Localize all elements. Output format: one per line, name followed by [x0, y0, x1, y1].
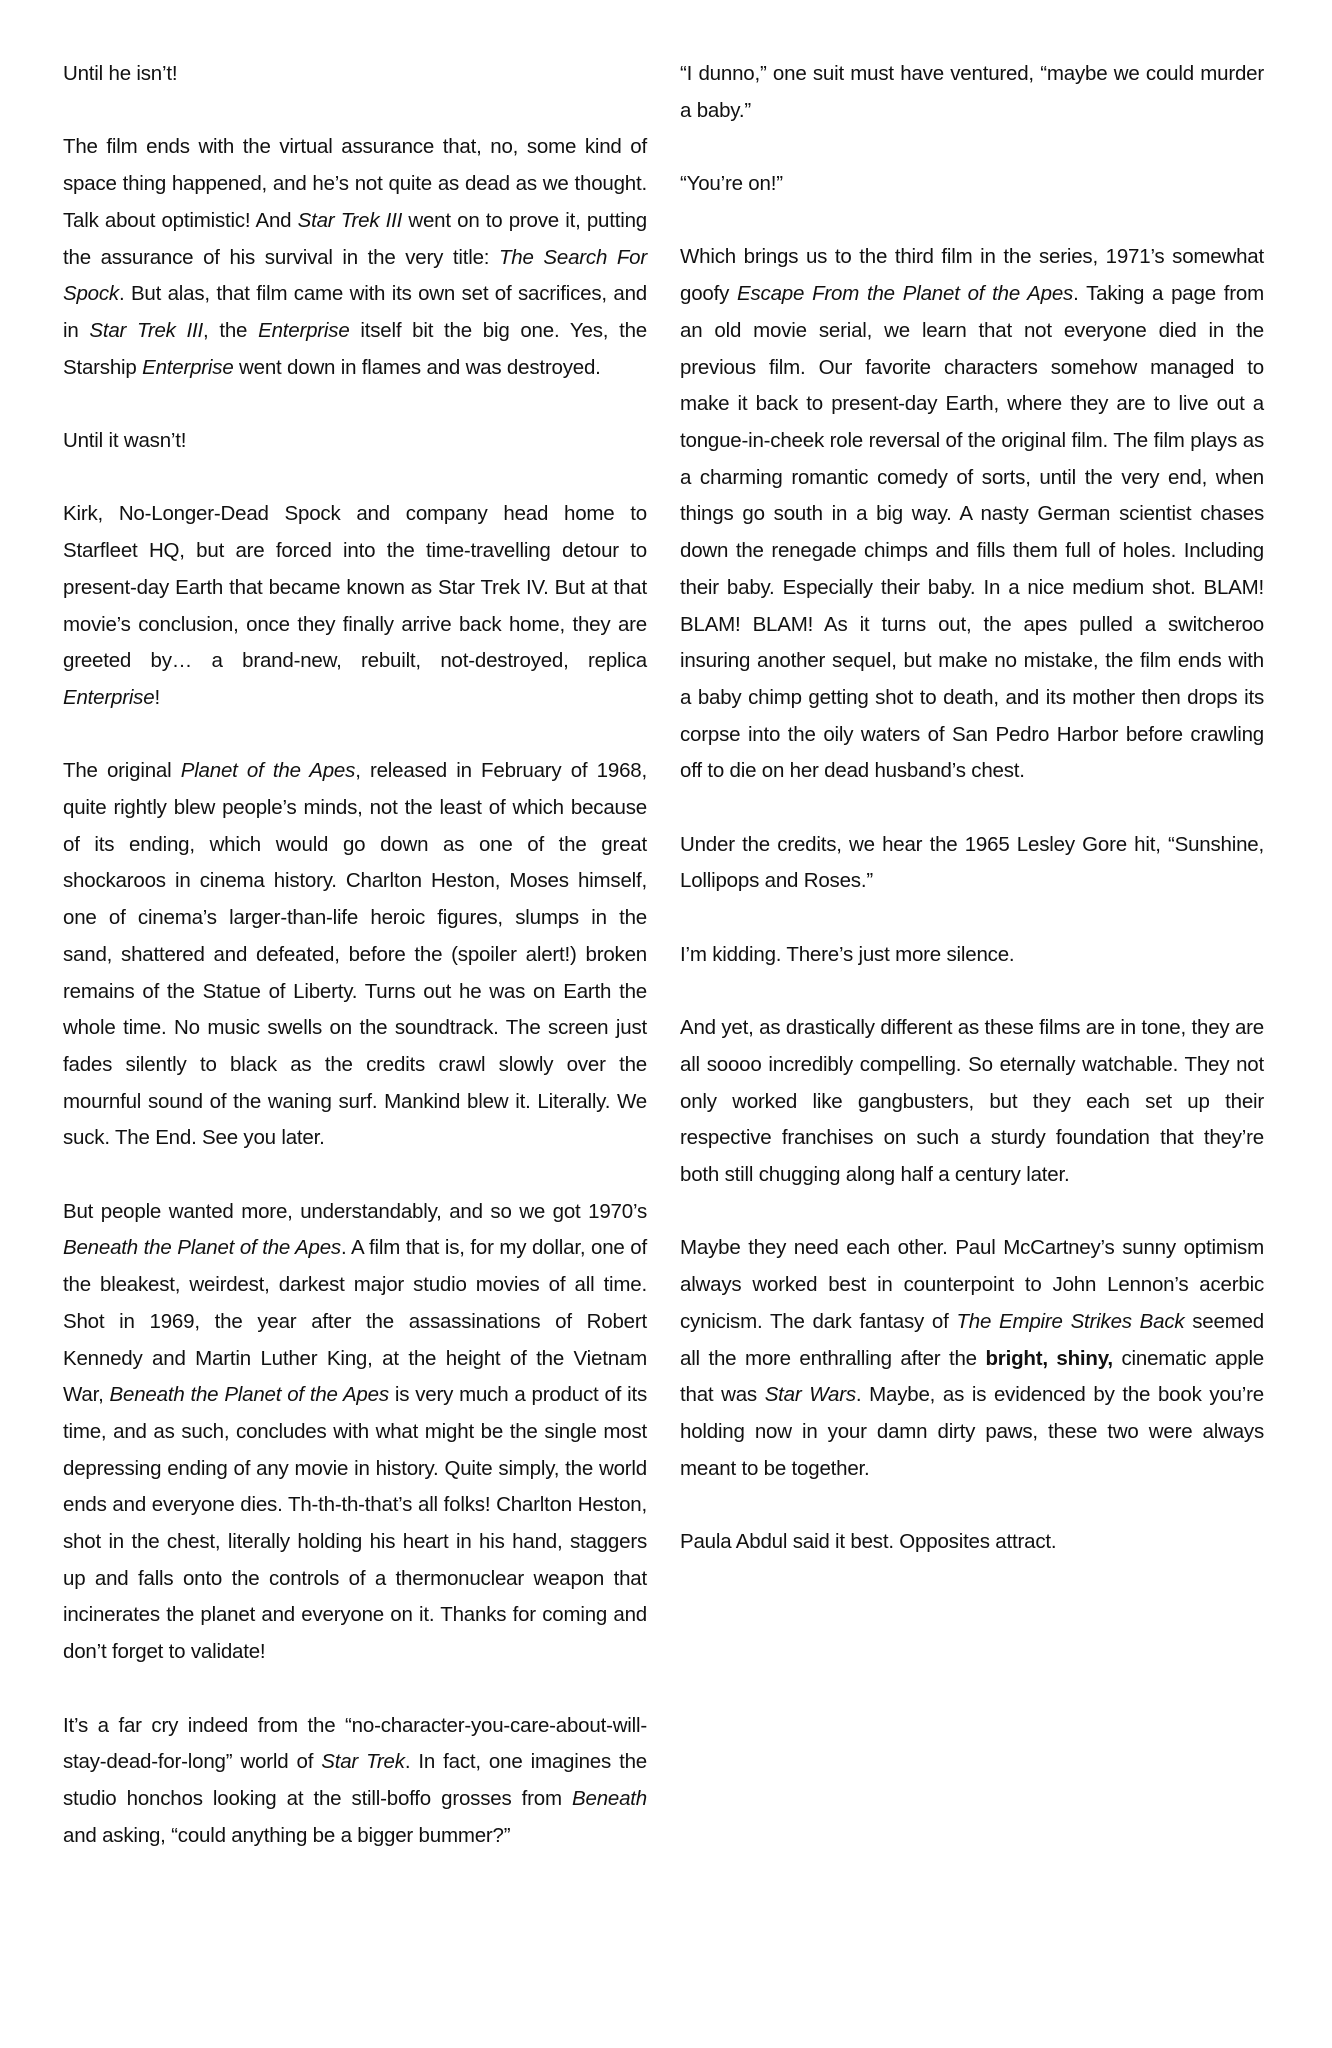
- text-run: . A film that is, for my dollar, one of the bleakest, weirdest, darkest major studio movies of all time. Shot in 1969, the year after the assassinations of Robert Kennedy and Martin Luther King, at the height of the Vietnam War,: [63, 1236, 647, 1407]
- italic-title: The Empire Strikes Back: [956, 1309, 1185, 1333]
- paragraph: [680, 937, 1264, 974]
- text-run: The original: [63, 759, 181, 783]
- italic-title: Escape From the Planet of the Apes: [737, 282, 1074, 306]
- italic-title: Star Wars: [764, 1383, 856, 1407]
- paragraph: [63, 423, 647, 460]
- italic-title: Star Trek III: [89, 318, 204, 342]
- paragraph: [63, 753, 647, 1157]
- italic-title: Beneath the Planet of the Apes: [109, 1383, 389, 1407]
- text-run: Until it wasn’t!: [63, 429, 187, 452]
- italic-title: Enterprise: [258, 318, 350, 342]
- text-run: It’s a far cry indeed from the “no-character-you-care-about-will-stay-dead-for-long” world of: [63, 1713, 647, 1774]
- italic-title: Star Trek III: [297, 208, 403, 232]
- paragraph: [680, 166, 1264, 203]
- italic-title: Enterprise: [63, 685, 155, 709]
- text-run: . In fact, one imagines the studio honchos looking at the still-boffo grosses from: [63, 1750, 647, 1810]
- text-run: cinematic apple that was: [680, 1346, 1265, 1407]
- text-run: And yet, as drastically different as these films are in tone, they are all soooo incredibly compelling. So eternally watchable. They not only worked like gangbusters, but they each set up their respective franchises on such a sturdy foundation that they’re both still chugging along half a century later.: [680, 1016, 1264, 1187]
- paragraph: [63, 496, 647, 716]
- text-run: . Maybe, as is evidenced by the book you’re holding now in your damn dirty paws, these two were always meant to be together.: [680, 1383, 1264, 1480]
- text-run: went on to prove it, putting the assurance of his survival in the very title:: [63, 208, 647, 269]
- paragraph: [680, 827, 1264, 900]
- text-run: seemed all the more enthralling after the: [680, 1309, 1264, 1370]
- text-run: The film ends with the virtual assurance that, no, some kind of space thing happened, and he’s not quite as dead as we thought. Talk about optimistic! And: [63, 135, 647, 232]
- text-run: I’m kidding. There’s just more silence.: [680, 942, 1015, 966]
- text-run: Paula Abdul said it best. Opposites attract.: [680, 1530, 1057, 1554]
- paragraph: [680, 239, 1264, 790]
- text-run: . Taking a page from an old movie serial, we learn that not everyone died in the previous film. Our favorite characters somehow managed to make it back to present-day Earth, where they are to live out a tongue-in-cheek role reversal of the original film. The film plays as a charming romantic comedy of sorts, until the very end, when things go south in a big way. A nasty German scientist chases down the renegade chimps and fills them full of holes. Including their baby. Especially their baby. In a nice medium shot. BLAM! BLAM! BLAM! As it turns out, the apes pulled a switcheroo insuring another sequel, but make no mistake, the film ends with a baby chimp getting shot to death, and its mother then drops its corpse into the oily waters of San Pedro Harbor before crawling off to die on her dead husband’s chest.: [680, 282, 1264, 783]
- text-run: Until he isn’t!: [63, 62, 178, 85]
- text-run: . But alas, that film came with its own set of sacrifices, and in: [63, 282, 647, 342]
- text-run: Under the credits, we hear the 1965 Lesley Gore hit, “Sunshine, Lollipops and Roses.”: [680, 832, 1264, 893]
- italic-title: Enterprise: [142, 355, 234, 379]
- text-run: “You’re on!”: [680, 172, 783, 196]
- text-run: But people wanted more, understandably, and so we got 1970’s: [63, 1199, 647, 1223]
- text-run: went down in flames and was destroyed.: [233, 355, 601, 379]
- italic-title: Planet of the Apes: [180, 759, 356, 783]
- paragraph: [680, 1230, 1264, 1487]
- text-run: Kirk, No-Longer-Dead Spock and company head home to Starfleet HQ, but are forced into the time-travelling detour to present-day Earth that became known as Star Trek IV. But at that movie’s conclusion, once they finally arrive back home, they are greeted by… a brand-new, rebuilt, not-destroyed, replica: [63, 502, 647, 673]
- paragraph: [63, 129, 647, 386]
- text-run: Maybe they need each other. Paul McCartney’s sunny optimism always worked best in counterpoint to John Lennon’s acerbic cynicism. The dark fantasy of: [680, 1236, 1264, 1333]
- italic-title: Beneath: [572, 1786, 647, 1810]
- text-run: , released in February of 1968, quite rightly blew people’s minds, not the least of which because of its ending, which would go down as one of the great shockaroos in cinema history. Charlton Heston, Moses himself, one of cinema’s larger-than-life heroic figures, slumps in the sand, shattered and defeated, before the (spoiler alert!) broken remains of the Statue of Liberty. Turns out he was on Earth the whole time. No music swells on the soundtrack. The screen just fades silently to black as the credits crawl slowly over the mournful sound of the waning surf. Mankind blew it. Literally. We suck. The End. See you later.: [63, 759, 647, 1150]
- paragraph: [680, 1010, 1264, 1194]
- text-run: Which brings us to the third film in the series, 1971’s somewhat goofy: [680, 245, 1264, 306]
- italic-title: Beneath the Planet of the Apes: [63, 1236, 341, 1260]
- text-run: is very much a product of its time, and as such, concludes with what might be the single most depressing ending of any movie in history. Quite simply, the world ends and everyone dies. Th-th-th-that’s all folks! Charlton Heston, shot in the chest, literally holding his heart in his hand, staggers up and falls onto the controls of a thermonuclear weapon that incinerates the planet and everyone on it. Thanks for coming and don’t forget to validate!: [63, 1383, 648, 1664]
- text-run: itself bit the big one. Yes, the Starship: [63, 318, 647, 379]
- left-column: [63, 56, 647, 1891]
- right-column: [680, 56, 1264, 1597]
- bold-text: bright, shiny,: [985, 1346, 1113, 1370]
- paragraph: [680, 56, 1264, 129]
- text-run: and asking, “could anything be a bigger bummer?”: [63, 1823, 511, 1847]
- paragraph: [63, 1708, 647, 1855]
- paragraph: [63, 56, 647, 93]
- paragraph: [680, 1524, 1264, 1561]
- paragraph: [63, 1194, 647, 1671]
- text-run: !: [154, 685, 160, 709]
- italic-title: Star Trek: [321, 1750, 405, 1774]
- text-run: “I dunno,” one suit must have ventured, “maybe we could murder a baby.”: [680, 62, 1264, 122]
- text-run: , the: [203, 318, 259, 342]
- italic-title: The Search For Spock: [63, 245, 647, 306]
